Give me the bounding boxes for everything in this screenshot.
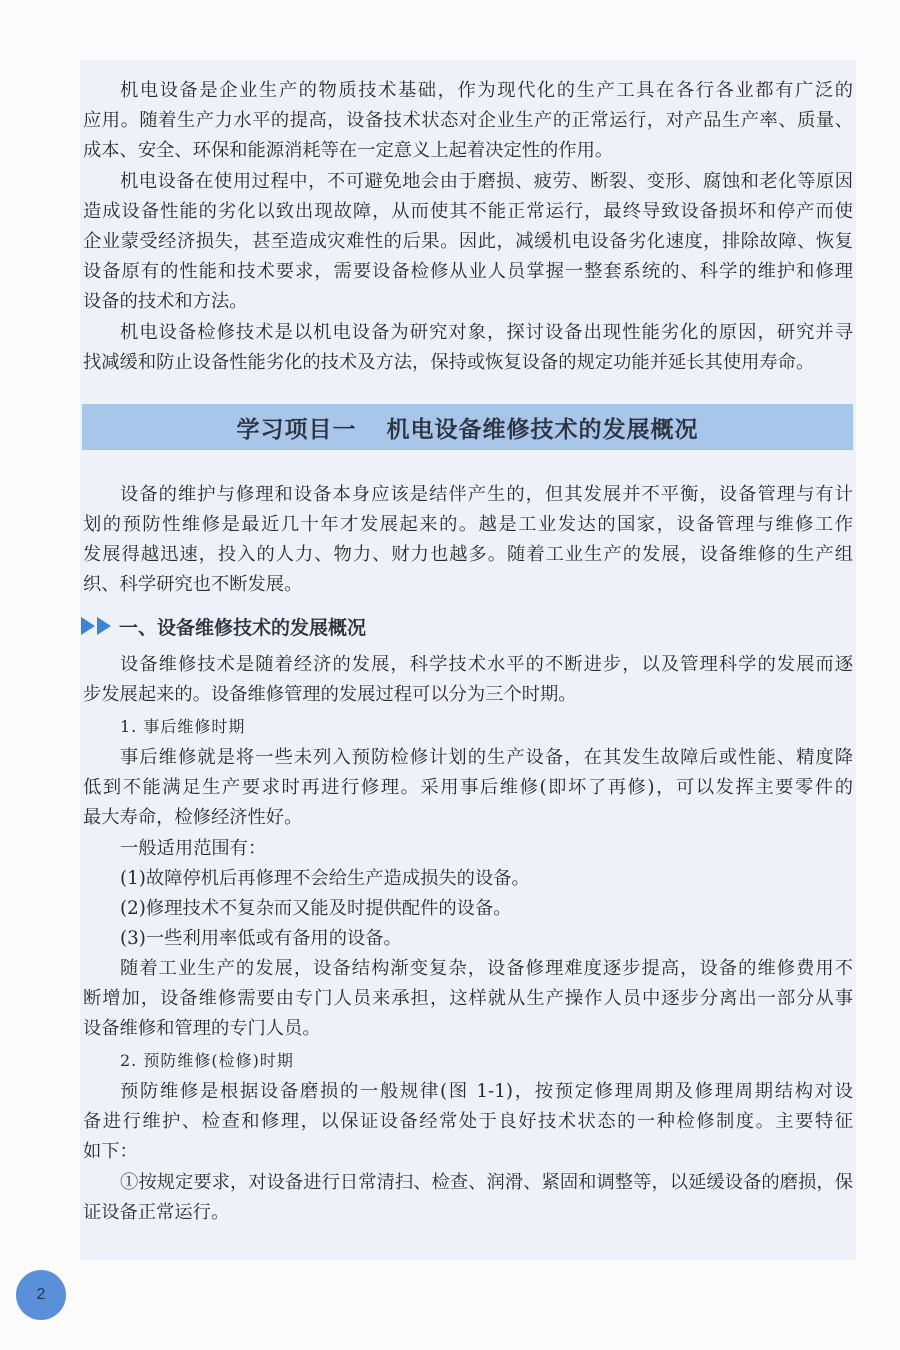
section-intro [83,480,853,600]
paragraph [83,76,853,166]
text-line: 证设备正常运行。 [83,1202,230,1223]
text-line: 织、科学研究也不断发展。 [83,574,303,595]
paragraph [83,480,853,600]
period2-title: 2. 预防维修(检修)时期 [120,1051,294,1070]
text-line: 找减缓和防止设备性能劣化的技术及方法，保持或恢复设备的规定功能并延长其使用寿命。 [83,352,815,373]
text-line: 设备的技术和方法。 [83,291,248,312]
text-line: 步发展起来的。设备维修管理的发展过程可以分为三个时期。 [83,684,577,705]
text-line: 如下： [83,1141,138,1162]
text-line: 备进行维护、检查和修理，以保证设备经常处于良好技术状态的一种检修制度。主要特征 [83,1111,853,1132]
text-line: 机电设备在使用过程中，不可避免地会由于磨损、疲劳、断裂、变形、腐蚀和老化等原因 [120,171,853,192]
text-line: 设备维修和管理的专门人员。 [83,1018,321,1039]
paragraph [83,167,853,317]
text-line: 造成设备性能的劣化以致出现故障，从而使其不能正常运行，最终导致设备损坏和停产而使 [83,201,853,222]
text-line: 设备的维护与修理和设备本身应该是结伴产生的，但其发展并不平衡，设备管理与有计 [120,484,853,505]
text-line: 事后维修就是将一些未列入预防检修计划的生产设备，在其发生故障后或性能、精度降 [120,747,853,768]
text-line: 最大寿命，检修经济性好。 [83,807,303,828]
paragraph [83,318,853,378]
page-content [83,76,853,1229]
text-line: 企业蒙受经济损失，甚至造成灾难性的后果。因此，减缓机电设备劣化速度，排除故障、恢复 [83,231,853,252]
period1-title: 1. 事后维修时期 [120,717,246,736]
text-line: 断增加，设备维修需要由专门人员来承担，这样就从生产操作人员中逐步分离出一部分从事 [83,988,853,1009]
section-heading-label: 学习项目一 [236,416,357,443]
period1-paragraph [83,743,853,833]
scope-item: (1)故障停机后再修理不会给生产造成损失的设备。 [120,868,530,889]
section-heading-bar [82,404,853,450]
paragraph [83,954,853,1044]
text-line: 低到不能满足生产要求时再进行修理。采用事后维修(即坏了再修)，可以发挥主要零件的 [83,777,853,798]
period2-feature-1 [83,1168,853,1228]
page-number: 2 [16,1270,66,1320]
period1-closing [83,954,853,1044]
text-line: 随着工业生产的发展，设备结构渐变复杂，设备修理难度逐步提高，设备的维修费用不 [120,958,853,979]
text-line: 设备维修技术是随着经济的发展，科学技术水平的不断进步，以及管理科学的发展而逐 [120,654,853,675]
text-line: ①按规定要求，对设备进行日常清扫、检查、润滑、紧固和调整等，以延缓设备的磨损，保 [120,1172,853,1193]
section-heading-title: 机电设备维修技术的发展概况 [386,416,699,443]
text-line: 发展得越迅速，投入的人力、物力、财力也越多。随着工业生产的发展，设备维修的生产组 [83,544,853,565]
paragraph [83,1168,853,1228]
text-line: 设备原有的性能和技术要求，需要设备检修从业人员掌握一整套系统的、科学的维护和修理 [83,261,853,282]
subheading [81,608,853,644]
paragraph [83,1077,853,1167]
text-line: 划的预防性维修是最近几十年才发展起来的。越是工业发达的国家，设备管理与维修工作 [83,514,853,535]
text-line: 预防维修是根据设备磨损的一般规律(图 1-1)，按预定修理周期及修理周期结构对设 [120,1081,853,1102]
text-line: 机电设备检修技术是以机电设备为研究对象，探讨设备出现性能劣化的原因，研究并寻 [120,322,853,343]
scope-label: 一般适用范围有： [120,838,267,859]
subheading-intro [83,650,853,710]
period2-paragraph [83,1077,853,1167]
scope-item: (3)一些利用率低或有备用的设备。 [120,928,402,949]
paragraph [83,650,853,710]
subheading-text: 一、设备维修技术的发展概况 [119,616,367,639]
text-line: 机电设备是企业生产的物质技术基础，作为现代化的生产工具在各行各业都有广泛的 [120,80,853,101]
text-line: 应用。随着生产力水平的提高，设备技术状态对企业生产的正常运行，对产品生产率、质量、 [83,110,853,131]
scope-item: (2)修理技术不复杂而又能及时提供配件的设备。 [120,898,512,919]
double-arrow-icon [81,617,113,635]
intro-section [83,76,853,378]
text-line: 成本、安全、环保和能源消耗等在一定意义上起着决定性的作用。 [83,140,614,161]
paragraph [83,743,853,833]
